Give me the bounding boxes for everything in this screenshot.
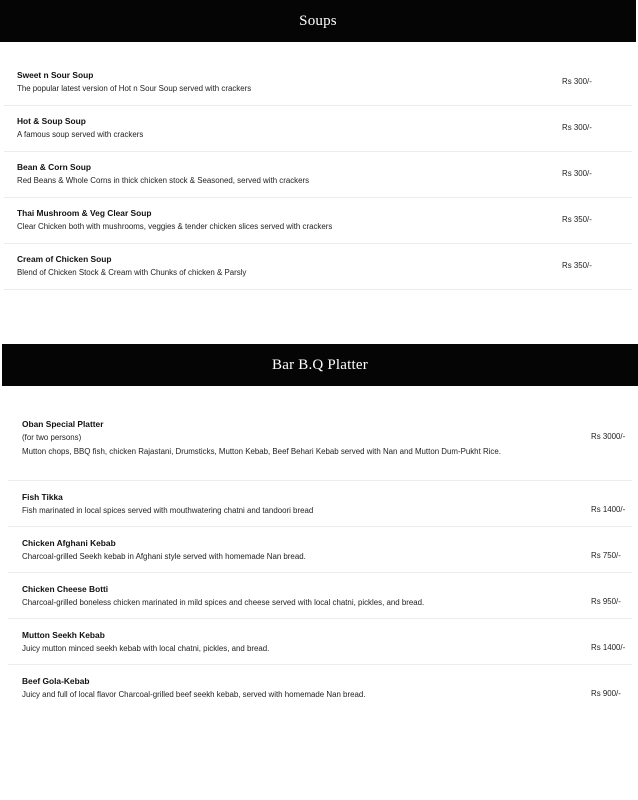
menu-item-price: Rs 950/- (591, 597, 621, 606)
menu-item-name: Oban Special Platter (22, 419, 104, 429)
menu-item (8, 481, 632, 527)
menu-item (4, 152, 632, 198)
menu-item-description: Juicy and full of local flavor Charcoal-grilled beef seekh kebab, served with homemade Nan bread. (22, 690, 366, 699)
menu-item (4, 60, 632, 106)
menu-item (4, 106, 632, 152)
soups-list (4, 60, 632, 290)
menu-item-description: Charcoal-grilled Seekh kebab in Afghani style served with homemade Nan bread. (22, 552, 306, 561)
bbq-section-header (2, 344, 638, 386)
menu-item-name: Mutton Seekh Kebab (22, 630, 105, 640)
menu-item-name: Chicken Afghani Kebab (22, 538, 116, 548)
menu-item-price: Rs 1400/- (591, 505, 626, 514)
menu-item-description: Mutton chops, BBQ fish, chicken Rajastani, Drumsticks, Mutton Kebab, Beef Behari Kebab served with Nan and Mutton Dum-Pukht Rice. (22, 446, 501, 456)
menu-item-name: Fish Tikka (22, 492, 63, 502)
soups-section-title: Soups (299, 12, 337, 29)
menu-item-name: Cream of Chicken Soup (17, 254, 112, 264)
bbq-section-title: Bar B.Q Platter (272, 356, 368, 373)
menu-item-name: Hot & Soup Soup (17, 116, 86, 126)
soups-section-header (0, 0, 636, 42)
menu-item-price: Rs 350/- (562, 261, 592, 270)
menu-item (8, 573, 632, 619)
menu-item-description: Clear Chicken both with mushrooms, veggies & tender chicken slices served with crackers (17, 222, 333, 231)
bbq-list (8, 408, 632, 711)
menu-item-description: Blend of Chicken Stock & Cream with Chunks of chicken & Parsly (17, 268, 247, 277)
menu-item-price: Rs 300/- (562, 123, 592, 132)
menu-item (4, 244, 632, 290)
menu-item-description: The popular latest version of Hot n Sour Soup served with crackers (17, 84, 252, 93)
menu-item-price: Rs 1400/- (591, 643, 626, 652)
menu-item-price: Rs 3000/- (591, 432, 626, 441)
menu-item-description: Charcoal-grilled boneless chicken marinated in mild spices and cheese served with local chatni, pickles, and bread. (22, 598, 425, 607)
menu-item-price: Rs 750/- (591, 551, 621, 560)
menu-item-price: Rs 300/- (562, 169, 592, 178)
menu-item-name: Bean & Corn Soup (17, 162, 91, 172)
menu-item-name: Sweet n Sour Soup (17, 70, 94, 80)
menu-item-description: Fish marinated in local spices served with mouthwatering chatni and tandoori bread (22, 506, 314, 515)
menu-item-price: Rs 300/- (562, 77, 592, 86)
menu-item (8, 619, 632, 665)
menu-item-price: Rs 350/- (562, 215, 592, 224)
menu-item (8, 665, 632, 711)
menu-item-name: Thai Mushroom & Veg Clear Soup (17, 208, 152, 218)
menu-item (8, 408, 632, 481)
menu-item-name: Beef Gola-Kebab (22, 676, 90, 686)
menu-item-description: Juicy mutton minced seekh kebab with local chatni, pickles, and bread. (22, 644, 270, 653)
menu-item-description: Red Beans & Whole Corns in thick chicken stock & Seasoned, served with crackers (17, 176, 310, 185)
menu-item-serving-note: (for two persons) (22, 433, 82, 442)
menu-item-description: A famous soup served with crackers (17, 130, 144, 139)
menu-item (8, 527, 632, 573)
menu-item-name: Chicken Cheese Botti (22, 584, 109, 594)
menu-item (4, 198, 632, 244)
menu-item-price: Rs 900/- (591, 689, 621, 698)
